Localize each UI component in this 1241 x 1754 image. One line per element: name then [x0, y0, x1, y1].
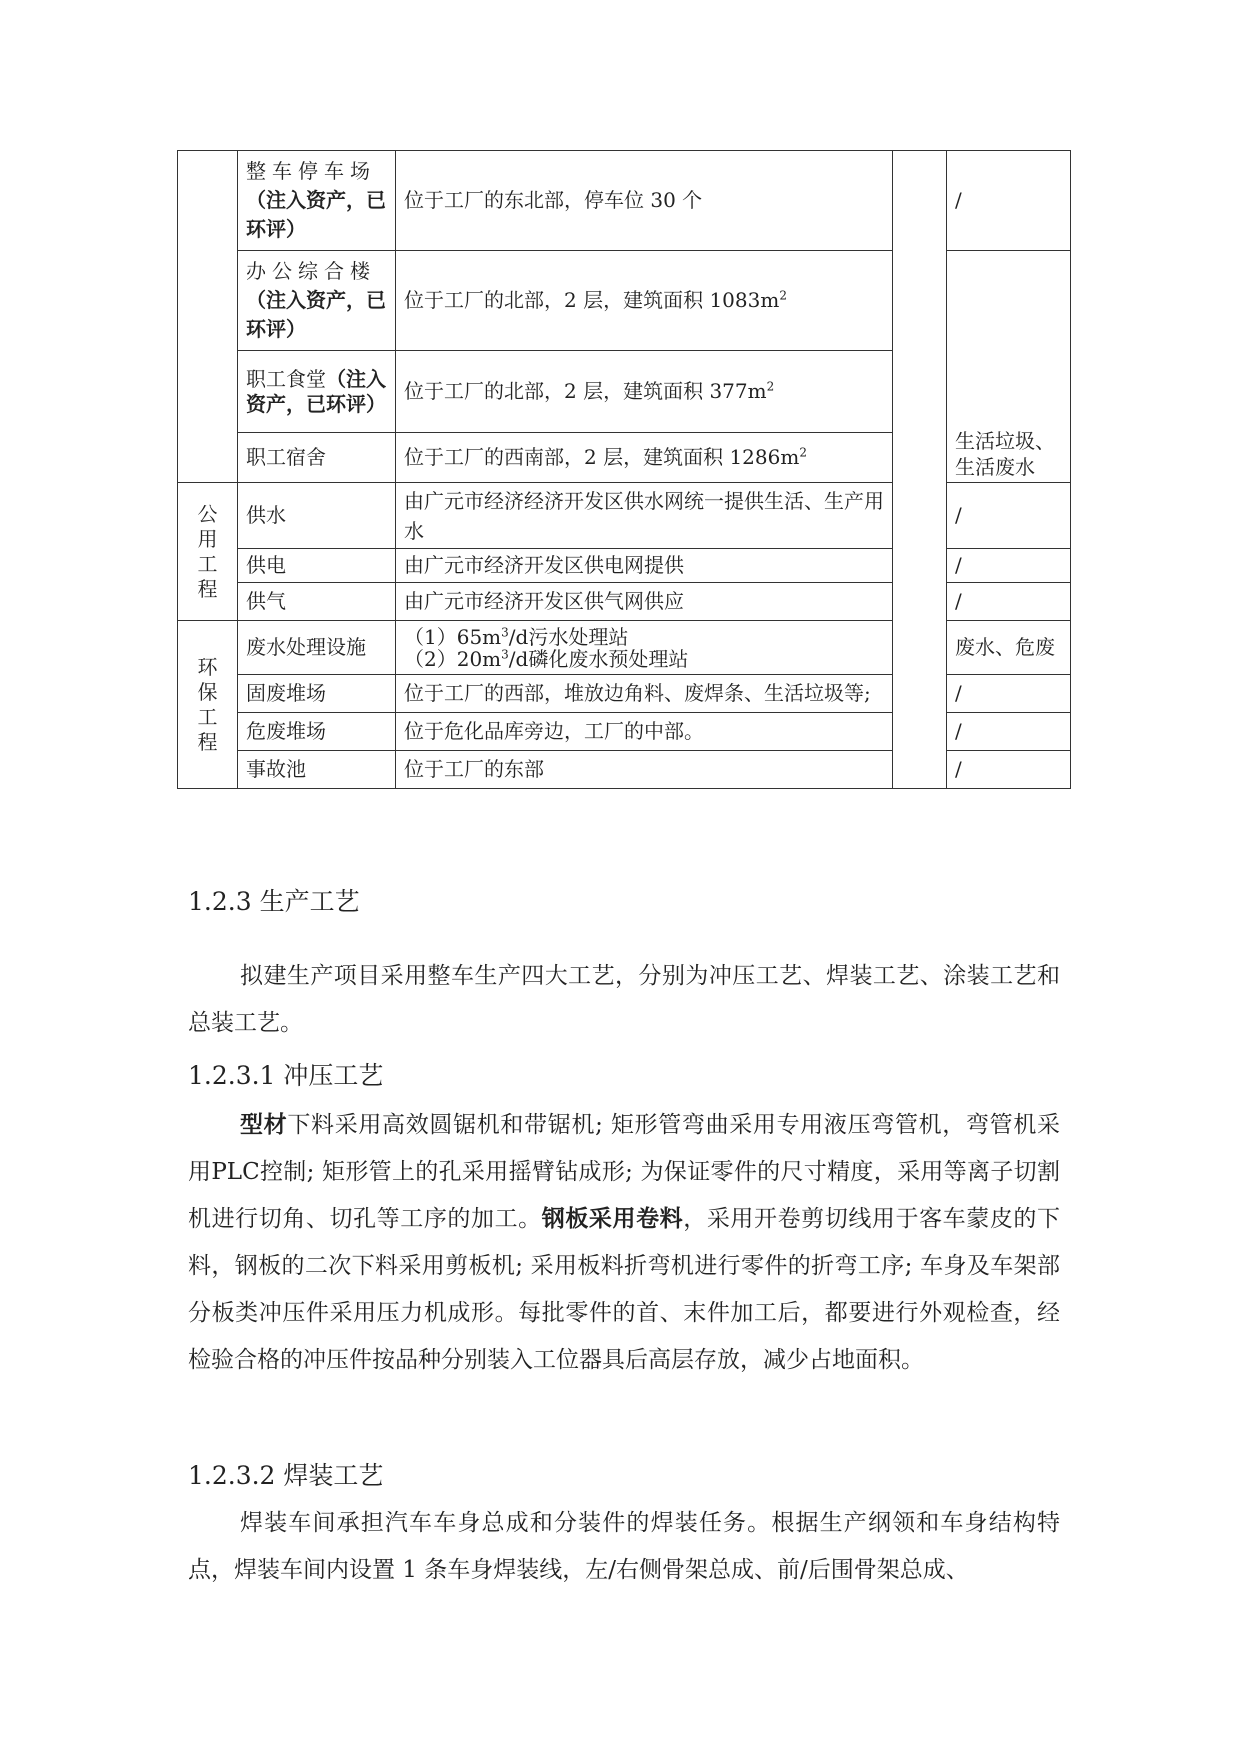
section-heading-1-2-3-2: 1.2.3.2 焊装工艺 [188, 1461, 384, 1490]
item-description: 由广元市经济开发区供电网提供 [396, 549, 893, 583]
item-description: 位于危化品库旁边，工厂的中部。 [396, 713, 893, 751]
pollutant-cell: / [947, 583, 1071, 621]
item-description: 位于工厂的西南部，2 层，建筑面积 $1286m^2$ [396, 433, 893, 483]
item-name: 办公综合楼 （注入资产，已环评） [238, 251, 396, 351]
section-heading-1-2-3: 1.2.3 生产工艺 [188, 887, 360, 916]
item-description: 由广元市经济开发区供气网供应 [396, 583, 893, 621]
item-name: 固废堆场 [238, 675, 396, 713]
table-row [178, 151, 1071, 251]
category-public-works: 公 用 工 程 [178, 483, 238, 621]
item-description: $(1)65m^3/d$污水处理站 $(2)20m^3/d$磷化废水预处理站 [396, 621, 893, 675]
item-description: 由广元市经济经济开发区供水网统一提供生活、生产用水 [396, 483, 893, 549]
item-name: 职工宿舍 [238, 433, 396, 483]
item-name: 供气 [238, 583, 396, 621]
pollutant-cell: 废水、危废 [947, 621, 1071, 675]
item-name: 事故池 [238, 751, 396, 789]
item-description: 位于工厂的北部，2 层，建筑面积 $1083m^2$ [396, 251, 893, 351]
paragraph-welding-process: 焊装车间承担汽车车身总成和分装件的焊装任务。根据生产纲领和车身结构特点，焊装车间内设置 1 条车身焊装线，左/右侧骨架总成、前/后围骨架总成、 [188, 1510, 1060, 1583]
item-description: 位于工厂的东部 [396, 751, 893, 789]
pollutant-cell: / [947, 675, 1071, 713]
item-description: 位于工厂的西部，堆放边角料、废焊条、生活垃圾等; [396, 675, 893, 713]
category-environmental-works: 环 保 工 程 [178, 621, 238, 789]
item-name: 整车停车场 （注入资产，已环评） [238, 151, 396, 251]
item-description: 位于工厂的东北部，停车位 30 个 [396, 151, 893, 251]
section-heading-1-2-3-1: 1.2.3.1 冲压工艺 [188, 1061, 384, 1090]
item-name: 职工食堂（注入资产，已环评） [238, 351, 396, 433]
pollutant-cell: / [947, 151, 1071, 251]
empty-column-cell [893, 151, 947, 789]
pollutant-cell: / [947, 549, 1071, 583]
pollutant-cell-merged: 生活垃圾、生活废水 [947, 251, 1071, 483]
item-name: 危废堆场 [238, 713, 396, 751]
project-composition-table [177, 150, 1071, 789]
category-cell-empty [178, 151, 238, 483]
item-name: 供水 [238, 483, 396, 549]
item-description: 位于工厂的北部，2 层，建筑面积 $377m^2$ [396, 351, 893, 433]
item-name: 供电 [238, 549, 396, 583]
paragraph-stamping-process: 型材下料采用高效圆锯机和带锯机; 矩形管弯曲采用专用液压弯管机，弯管机采用PLC控制; 矩形管上的孔采用摇臂钻成形; 为保证零件的尺寸精度，采用等离子切割机进行切角、切孔等工序的加工。钢板采用卷料，采用开卷剪切线用于客车蒙皮的下料，钢板的二次下料采用剪板机; 采用板料折弯机进行零件的折弯工序; 车身及车架部分板类冲压件采用压力机成形。每批零件的首、末件加工后，都要进行外观检查，经检验合格的冲压件按品种分别装入工位器具后高层存放，减少占地面积。 [188, 1112, 1061, 1373]
item-name: 废水处理设施 [238, 621, 396, 675]
pollutant-cell: / [947, 713, 1071, 751]
pollutant-cell: / [947, 483, 1071, 549]
paragraph-process-overview: 拟建生产项目采用整车生产四大工艺，分别为冲压工艺、焊装工艺、涂装工艺和总装工艺。 [188, 963, 1060, 1036]
pollutant-cell: / [947, 751, 1071, 789]
